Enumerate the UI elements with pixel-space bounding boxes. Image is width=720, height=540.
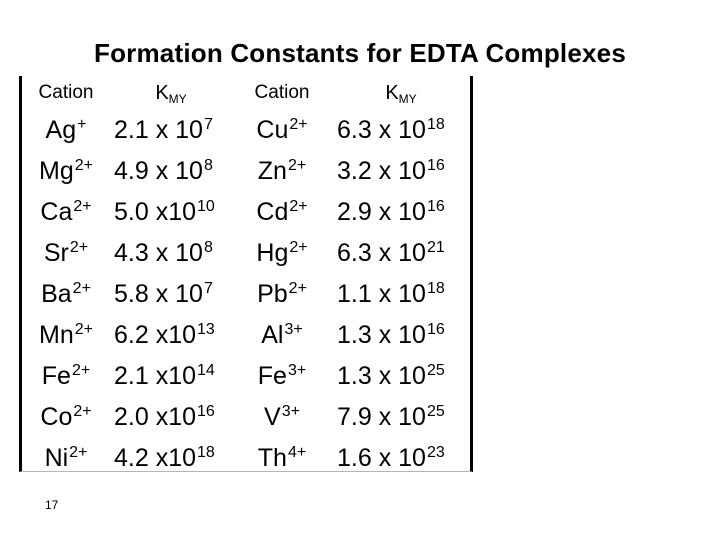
kmy-left-cell-superscript: 16	[197, 403, 215, 420]
table-row	[22, 110, 470, 151]
kmy-left-cell	[110, 356, 232, 397]
header-kmy-right	[332, 76, 470, 110]
cation-right-cell-text: Cu	[256, 116, 289, 144]
cation-left-cell-text: Ca	[40, 198, 73, 226]
kmy-right-cell-superscript: 16	[426, 157, 445, 174]
kmy-right-cell-text: 2.9 x 10	[337, 198, 426, 226]
cation-left-cell-superscript: 2+	[69, 444, 88, 461]
cation-right-cell	[232, 397, 332, 438]
kmy-left-cell-superscript: 14	[197, 362, 215, 379]
header-kmy-left	[110, 76, 232, 110]
cation-right-cell-text: Zn	[257, 157, 287, 185]
kmy-left-cell	[110, 151, 232, 192]
cation-left-cell	[22, 151, 110, 192]
kmy-right-cell	[332, 233, 470, 274]
kmy-left-cell-text: 4.3 x 10	[114, 239, 203, 267]
table-row	[22, 397, 470, 438]
kmy-left-cell-superscript: 18	[197, 444, 215, 461]
page-title: Formation Constants for EDTA Complexes	[94, 38, 626, 68]
kmy-right-cell-superscript: 25	[426, 403, 445, 420]
kmy-right-cell-superscript: 23	[426, 444, 445, 461]
header-kmy-right-subscript: MY	[398, 91, 417, 106]
kmy-right-cell	[332, 151, 470, 192]
cation-right-cell-superscript: 2+	[288, 280, 307, 297]
cation-right-cell-text: Al	[261, 321, 284, 349]
cation-right-cell	[232, 438, 332, 479]
kmy-right-cell-superscript: 16	[426, 198, 445, 215]
table-row	[22, 315, 470, 356]
table-row	[22, 356, 470, 397]
cation-right-cell-superscript: 3+	[281, 403, 300, 420]
kmy-right-cell-text: 1.3 x 10	[337, 362, 426, 390]
cation-left-cell	[22, 356, 110, 397]
kmy-left-cell-superscript: 8	[203, 239, 213, 256]
kmy-left-cell-superscript: 7	[203, 116, 213, 133]
cation-right-cell-superscript: 3+	[284, 321, 303, 338]
cation-left-cell-superscript: 2+	[73, 198, 92, 215]
kmy-right-cell	[332, 438, 470, 479]
kmy-left-cell-superscript: 13	[197, 321, 215, 338]
kmy-left-cell	[110, 315, 232, 356]
cation-right-cell	[232, 233, 332, 274]
cation-left-cell	[22, 397, 110, 438]
constants-grid	[22, 76, 470, 479]
kmy-left-cell-text: 2.0 x10	[114, 403, 197, 431]
cation-right-cell-superscript: 4+	[287, 444, 307, 461]
cation-left-cell	[22, 110, 110, 151]
table-row	[22, 151, 470, 192]
cation-left-cell	[22, 274, 110, 315]
table-row	[22, 233, 470, 274]
kmy-left-cell	[110, 233, 232, 274]
cation-right-cell-superscript: 2+	[289, 198, 308, 215]
kmy-right-cell	[332, 397, 470, 438]
cation-left-cell-superscript: 2+	[71, 362, 91, 379]
cation-left-cell-text: Ba	[41, 280, 72, 308]
cation-left-cell-text: Ag	[45, 116, 77, 144]
kmy-right-cell-text: 1.6 x 10	[337, 444, 426, 472]
cation-right-cell-superscript: 2+	[289, 116, 308, 133]
cation-right-cell	[232, 192, 332, 233]
cation-right-cell-text: V	[264, 403, 281, 431]
kmy-right-cell	[332, 192, 470, 233]
cation-right-cell-text: Fe	[257, 362, 287, 390]
cation-right-cell-text: Hg	[256, 239, 289, 267]
cation-right-cell-superscript: 2+	[289, 239, 308, 256]
kmy-left-cell-superscript: 8	[203, 157, 213, 174]
cation-right-cell-superscript: 2+	[287, 157, 307, 174]
header-cation-right: Cation	[254, 82, 310, 103]
table-row	[22, 438, 470, 479]
cation-right-cell	[232, 110, 332, 151]
cation-right-cell	[232, 274, 332, 315]
kmy-right-cell	[332, 110, 470, 151]
cation-left-cell-text: Sr	[43, 239, 69, 267]
kmy-right-cell-superscript: 21	[426, 239, 445, 256]
kmy-right-cell-superscript: 16	[426, 321, 445, 338]
kmy-right-cell-text: 1.1 x 10	[337, 280, 426, 308]
kmy-right-cell-text: 6.3 x 10	[337, 116, 426, 144]
kmy-right-cell	[332, 274, 470, 315]
page-number: 17	[45, 498, 59, 512]
kmy-right-cell-text: 1.3 x 10	[337, 321, 426, 349]
kmy-right-cell	[332, 315, 470, 356]
kmy-left-cell-text: 4.2 x10	[114, 444, 197, 472]
cation-left-cell-text: Ni	[44, 444, 69, 472]
header-row	[22, 76, 470, 110]
table-row	[22, 274, 470, 315]
kmy-left-cell-text: 4.9 x 10	[114, 157, 203, 185]
cation-right-cell-superscript: 3+	[287, 362, 307, 379]
cation-left-cell-text: Mg	[39, 157, 74, 185]
cation-right-cell-text: Th	[257, 444, 287, 472]
kmy-left-cell-text: 5.8 x 10	[114, 280, 203, 308]
kmy-right-cell-text: 7.9 x 10	[337, 403, 426, 431]
cation-right-cell	[232, 315, 332, 356]
kmy-left-cell	[110, 192, 232, 233]
cation-left-cell-text: Co	[40, 403, 73, 431]
kmy-right-cell-superscript: 18	[426, 116, 445, 133]
cation-right-cell-text: Cd	[256, 198, 289, 226]
kmy-left-cell-superscript: 10	[197, 198, 215, 215]
kmy-left-cell-text: 5.0 x10	[114, 198, 197, 226]
kmy-right-cell-superscript: 25	[426, 362, 445, 379]
cation-left-cell-text: Fe	[41, 362, 71, 390]
cation-left-cell-superscript: +	[77, 116, 87, 133]
cation-left-cell-superscript: 2+	[72, 280, 91, 297]
kmy-left-cell-superscript: 7	[203, 280, 213, 297]
kmy-right-cell-text: 6.3 x 10	[337, 239, 426, 267]
cation-left-cell	[22, 233, 110, 274]
kmy-left-cell	[110, 397, 232, 438]
header-kmy-left-symbol: K	[155, 81, 169, 104]
header-kmy-right-symbol: K	[385, 81, 399, 104]
cation-left-cell-text: Mn	[39, 321, 74, 349]
kmy-left-cell	[110, 110, 232, 151]
cation-left-cell-superscript: 2+	[74, 321, 93, 338]
cation-left-cell	[22, 438, 110, 479]
cation-left-cell	[22, 192, 110, 233]
cation-left-cell-superscript: 2+	[73, 403, 92, 420]
kmy-left-cell	[110, 438, 232, 479]
cation-left-cell-superscript: 2+	[69, 239, 89, 256]
kmy-right-cell	[332, 356, 470, 397]
cation-right-cell	[232, 151, 332, 192]
kmy-right-cell-superscript: 18	[426, 280, 445, 297]
kmy-left-cell-text: 2.1 x 10	[114, 116, 203, 144]
cation-right-cell	[232, 356, 332, 397]
kmy-left-cell-text: 2.1 x10	[114, 362, 197, 390]
header-cation-left: Cation	[38, 82, 94, 103]
cation-left-cell	[22, 315, 110, 356]
kmy-right-cell-text: 3.2 x 10	[337, 157, 426, 185]
table-body	[22, 110, 470, 479]
cation-right-cell-text: Pb	[257, 280, 288, 308]
formation-constants-table	[19, 76, 473, 472]
kmy-left-cell	[110, 274, 232, 315]
table-row	[22, 192, 470, 233]
header-kmy-left-subscript: MY	[168, 91, 187, 106]
kmy-left-cell-text: 6.2 x10	[114, 321, 197, 349]
table-header	[22, 76, 470, 110]
cation-left-cell-superscript: 2+	[74, 157, 93, 174]
